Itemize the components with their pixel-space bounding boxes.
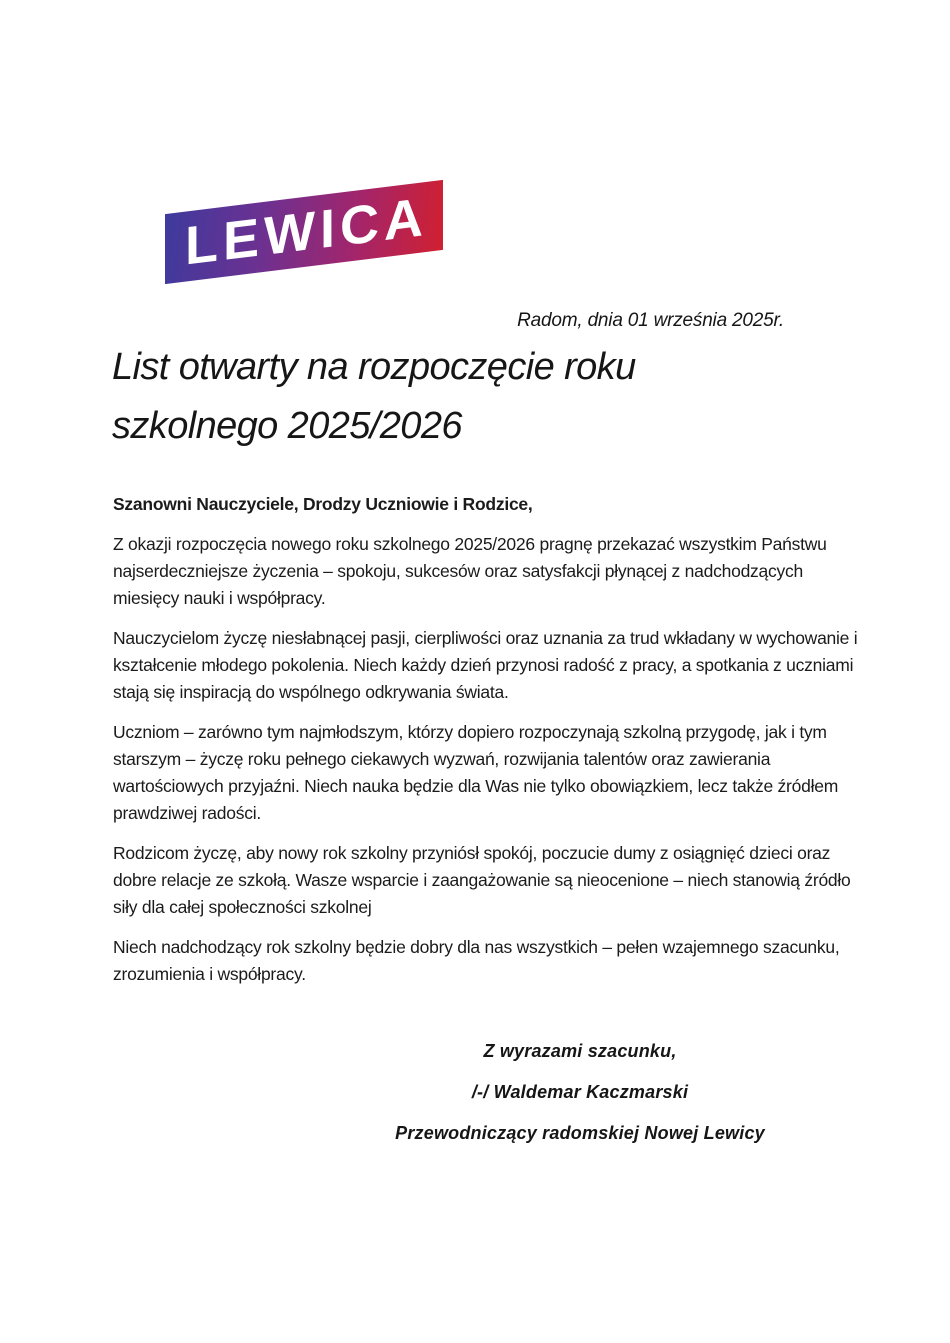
- signature-name: /-/ Waldemar Kaczmarski: [471, 1082, 689, 1102]
- paragraph-2: Nauczycielom życzę niesłabnącej pasji, cierpliwości oraz uznania za trud wkładany w wychowanie i kształcenie młodego pokolenia. Niech każdy dzień przynosi radość z pracy, a spotkania z uczniami stają się inspiracją do wspólnego odkrywania świata.: [113, 628, 858, 702]
- paragraph-4: Rodzicom życzę, aby nowy rok szkolny przyniósł spokój, poczucie dumy z osiągnięć dzieci oraz dobre relacje ze szkołą. Wasze wsparcie i zaangażowanie są nieocenione – niech stanowią źródło siły dla całej społeczności szkolnej: [113, 843, 851, 917]
- signature-title: Przewodniczący radomskiej Nowej Lewicy: [395, 1123, 765, 1143]
- paragraph-5: Niech nadchodzący rok szkolny będzie dobry dla nas wszystkich – pełen wzajemnego szacunku, zrozumienia i współpracy.: [113, 937, 840, 984]
- signature-block: [330, 1038, 830, 1147]
- dateline: Radom, dnia 01 września 2025r.: [517, 310, 784, 331]
- salutation: Szanowni Nauczyciele, Drodzy Uczniowie i Rodzice,: [113, 494, 533, 514]
- paragraph-1: Z okazji rozpoczęcia nowego roku szkolnego 2025/2026 pragnę przekazać wszystkim Państwu najserdeczniejsze życzenia – spokoju, sukcesów oraz satysfakcji płynącej z nadchodzących miesięcy nauki i współpracy.: [113, 534, 827, 608]
- letter-body: [113, 491, 858, 1001]
- signature-closing: Z wyrazami szacunku,: [483, 1041, 677, 1061]
- lewica-logo-text: LEWICA: [185, 186, 428, 277]
- lewica-logo: [165, 180, 443, 284]
- paragraph-3: Uczniom – zarówno tym najmłodszym, którzy dopiero rozpoczynają szkolną przygodę, jak i tym starszym – życzę roku pełnego ciekawych wyzwań, rozwijania talentów oraz zawierania wartościowych przyjaźni. Niech nauka będzie dla Was nie tylko obowiązkiem, lecz także źródłem prawdziwej radości.: [113, 722, 839, 823]
- letter-title: List otwarty na rozpoczęcie roku szkolnego 2025/2026: [112, 346, 636, 447]
